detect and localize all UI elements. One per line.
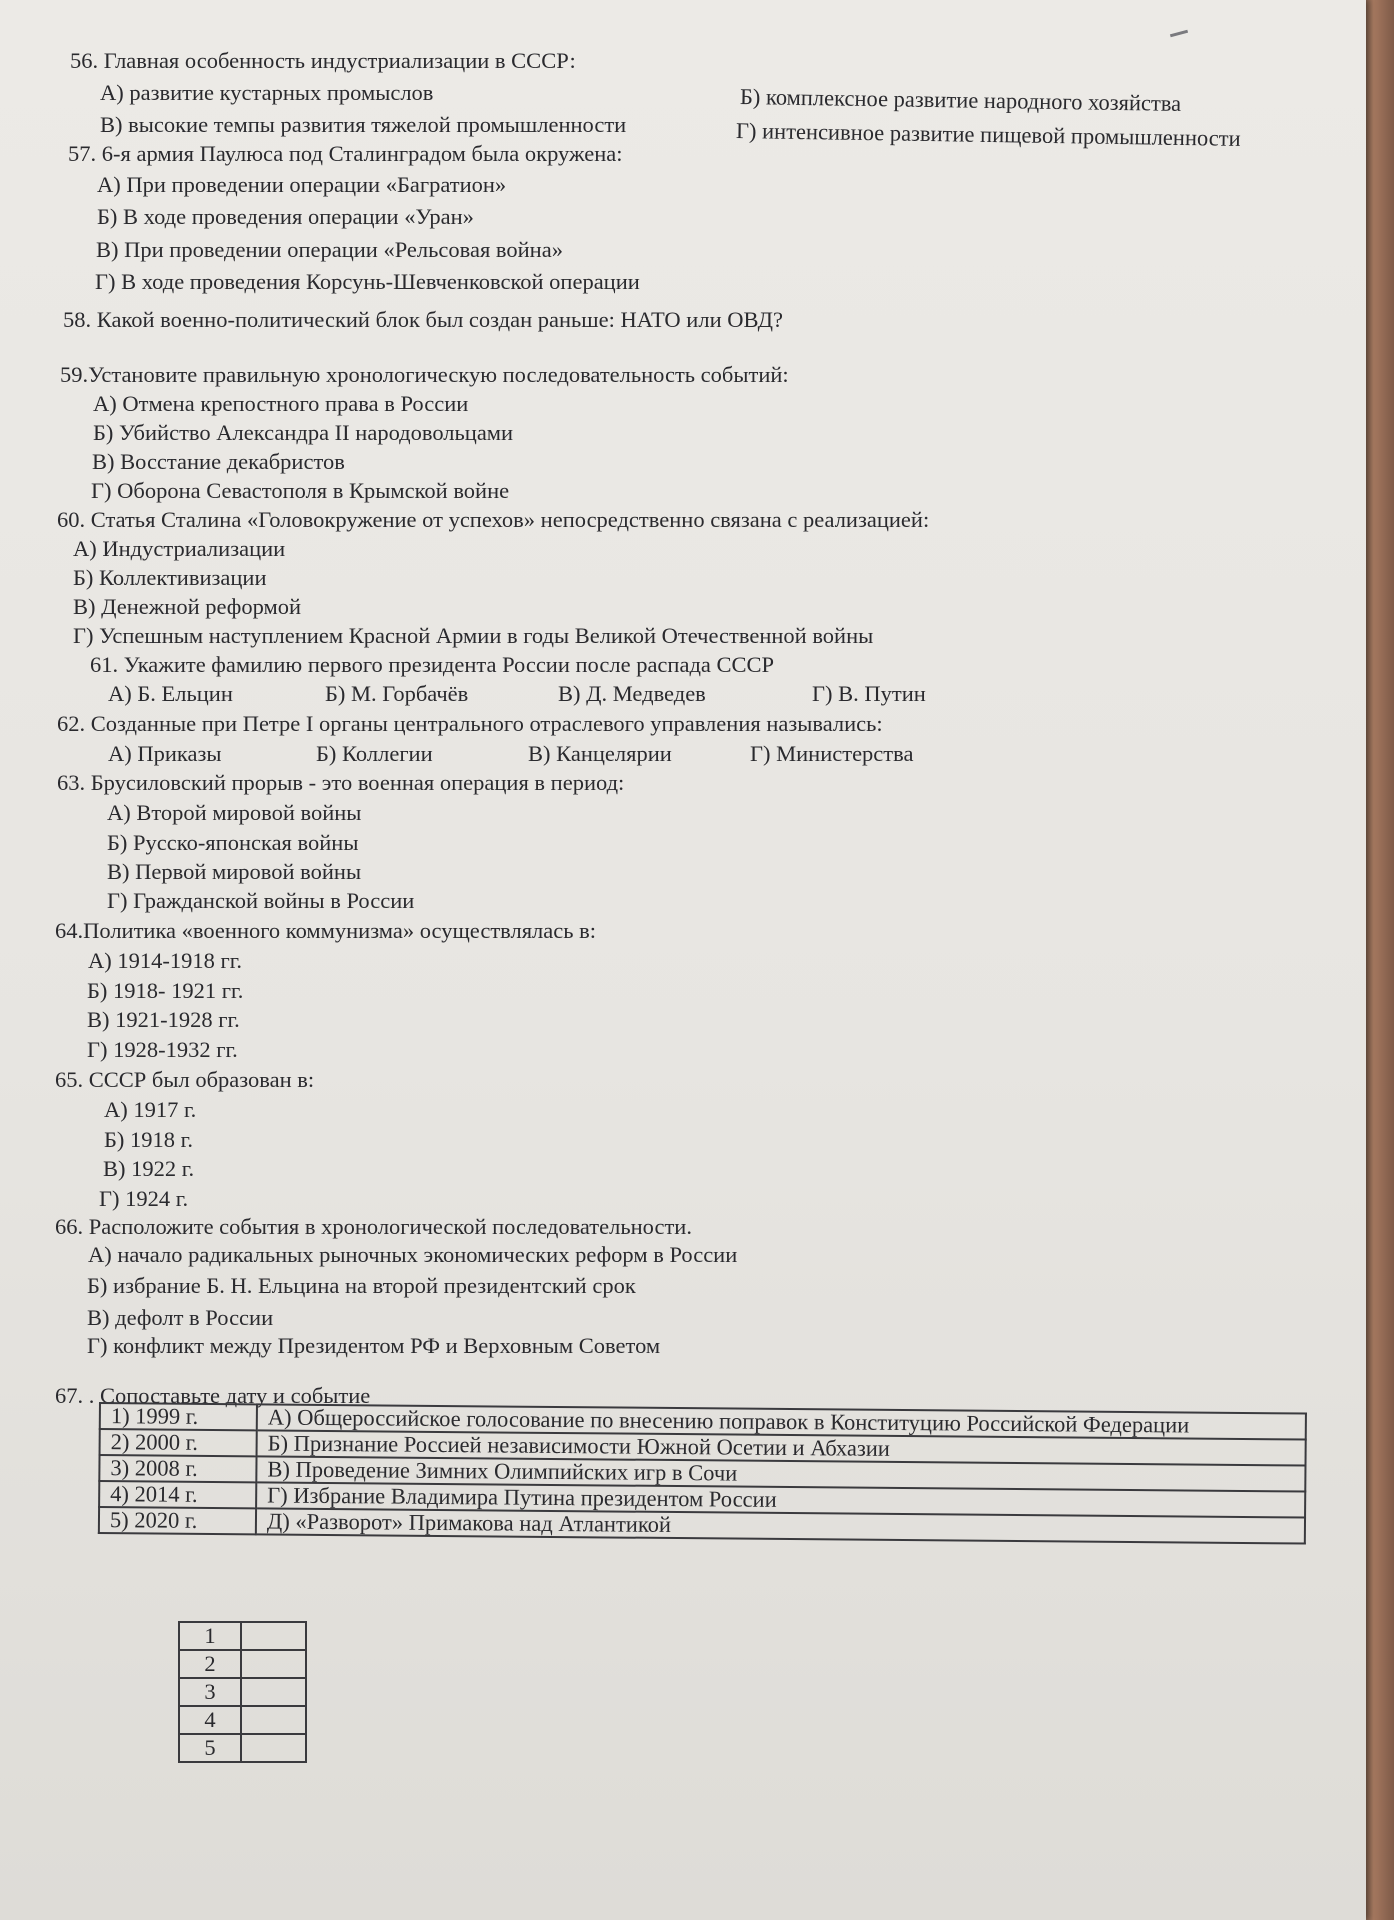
question-58: 58. Какой военно-политический блок был создан раньше: НАТО или ОВД? (63, 307, 783, 332)
q59-option-c: В) Восстание декабристов (92, 449, 345, 474)
answer-input-cell[interactable] (241, 1706, 306, 1734)
q66-option-b: Б) избрание Б. Н. Ельцина на второй президентский срок (87, 1273, 636, 1298)
answer-row (179, 1622, 306, 1650)
q66-option-a: А) начало радикальных рыночных экономических реформ в России (88, 1242, 738, 1267)
event-cell: Д) «Разворот» Примакова над Атлантикой (256, 1508, 1305, 1543)
q60-option-c: В) Денежной реформой (73, 594, 302, 619)
date-cell: 1) 1999 г. (100, 1403, 257, 1430)
q64-option-d: Г) 1928-1932 гг. (87, 1037, 238, 1062)
q63-option-d: Г) Гражданской войны в России (107, 888, 415, 913)
answer-number: 2 (179, 1650, 241, 1678)
q64-option-c: В) 1921-1928 гг. (87, 1007, 240, 1032)
date-cell: 5) 2020 г. (99, 1507, 256, 1534)
event-cell: Г) Избрание Владимира Путина президентом России (256, 1482, 1305, 1517)
event-cell: А) Общероссийское голосование по внесению поправок в Конституцию Российской Федерации (257, 1404, 1306, 1439)
q65-option-b: Б) 1918 г. (104, 1127, 193, 1152)
date-cell: 2) 2000 г. (100, 1429, 257, 1456)
answer-table (178, 1621, 307, 1763)
event-cell: Б) Признание Россией независимости Южной Осетии и Абхазии (257, 1430, 1306, 1465)
q66-option-c: В) дефолт в России (87, 1305, 274, 1330)
q61-option-c: В) Д. Медведев (558, 681, 706, 706)
question-57: 57. 6-я армия Паулюса под Сталинградом была окружена: (68, 141, 623, 166)
matching-table (98, 1402, 1307, 1545)
q60-option-a: А) Индустриализации (73, 536, 286, 561)
answer-input-cell[interactable] (241, 1650, 306, 1678)
question-65: 65. СССР был образован в: (55, 1067, 315, 1092)
q61-option-b: Б) М. Горбачёв (325, 681, 469, 706)
date-cell: 4) 2014 г. (99, 1481, 256, 1508)
q59-option-d: Г) Оборона Севастополя в Крымской войне (91, 478, 510, 503)
q64-option-b: Б) 1918- 1921 гг. (87, 978, 244, 1003)
q63-option-a: А) Второй мировой войны (107, 800, 362, 825)
q57-option-a: А) При проведении операции «Багратион» (97, 172, 507, 197)
question-60: 60. Статья Сталина «Головокружение от успехов» непосредственно связана с реализацией: (57, 507, 930, 532)
answer-row (179, 1734, 306, 1762)
question-56: 56. Главная особенность индустриализации в СССР: (70, 48, 576, 73)
q59-option-b: Б) Убийство Александра II народовольцами (93, 420, 514, 445)
question-64: 64.Политика «военного коммунизма» осуществлялась в: (55, 918, 597, 943)
answer-input-cell[interactable] (241, 1678, 306, 1706)
q56-option-b: Б) комплексное развитие народного хозяйства (739, 84, 1182, 116)
q57-option-b: Б) В ходе проведения операции «Уран» (97, 204, 474, 229)
answer-row (179, 1650, 306, 1678)
q57-option-c: В) При проведении операции «Рельсовая война» (96, 237, 563, 262)
event-cell: В) Проведение Зимних Олимпийских игр в Сочи (256, 1456, 1305, 1491)
question-67: 67. . Сопоставьте дату и событие (55, 1383, 371, 1408)
pen-mark (1170, 30, 1188, 38)
q62-option-d: Г) Министерства (750, 741, 914, 766)
q57-option-d: Г) В ходе проведения Корсунь-Шевченковской операции (95, 269, 640, 294)
q62-option-b: Б) Коллегии (316, 741, 433, 766)
q63-option-c: В) Первой мировой войны (107, 859, 362, 884)
q60-option-d: Г) Успешным наступлением Красной Армии в годы Великой Отечественной войны (73, 623, 874, 648)
q61-option-a: А) Б. Ельцин (108, 681, 233, 706)
answer-input-cell[interactable] (241, 1734, 306, 1762)
q65-option-d: Г) 1924 г. (99, 1186, 189, 1211)
q60-option-b: Б) Коллективизации (73, 565, 267, 590)
question-66: 66. Расположите события в хронологической последовательности. (55, 1214, 692, 1239)
q62-option-a: А) Приказы (108, 741, 222, 766)
answer-row (179, 1678, 306, 1706)
q59-option-a: А) Отмена крепостного права в России (93, 391, 469, 416)
question-62: 62. Созданные при Петре I органы центрального отраслевого управления назывались: (57, 711, 883, 736)
question-59: 59.Установите правильную хронологическую последовательность событий: (60, 362, 789, 387)
q61-option-d: Г) В. Путин (812, 681, 926, 706)
q64-option-a: А) 1914-1918 гг. (88, 948, 243, 973)
question-61: 61. Укажите фамилию первого президента России после распада СССР (90, 652, 775, 677)
answer-number: 1 (179, 1622, 241, 1650)
q56-option-c: В) высокие темпы развития тяжелой промышленности (100, 112, 627, 137)
q62-option-c: В) Канцелярии (528, 741, 672, 766)
q65-option-c: В) 1922 г. (103, 1156, 195, 1181)
date-cell: 3) 2008 г. (99, 1455, 256, 1482)
q56-option-a: А) развитие кустарных промыслов (100, 80, 434, 105)
q66-option-d: Г) конфликт между Президентом РФ и Верховным Советом (87, 1333, 661, 1358)
answer-row (179, 1706, 306, 1734)
answer-number: 5 (179, 1734, 241, 1762)
q56-option-d: Г) интенсивное развитие пищевой промышленности (735, 118, 1241, 151)
answer-number: 4 (179, 1706, 241, 1734)
answer-number: 3 (179, 1678, 241, 1706)
answer-input-cell[interactable] (241, 1622, 306, 1650)
question-63: 63. Брусиловский прорыв - это военная операция в период: (57, 770, 625, 795)
q65-option-a: А) 1917 г. (104, 1097, 197, 1122)
q63-option-b: Б) Русско-японская войны (107, 830, 359, 855)
